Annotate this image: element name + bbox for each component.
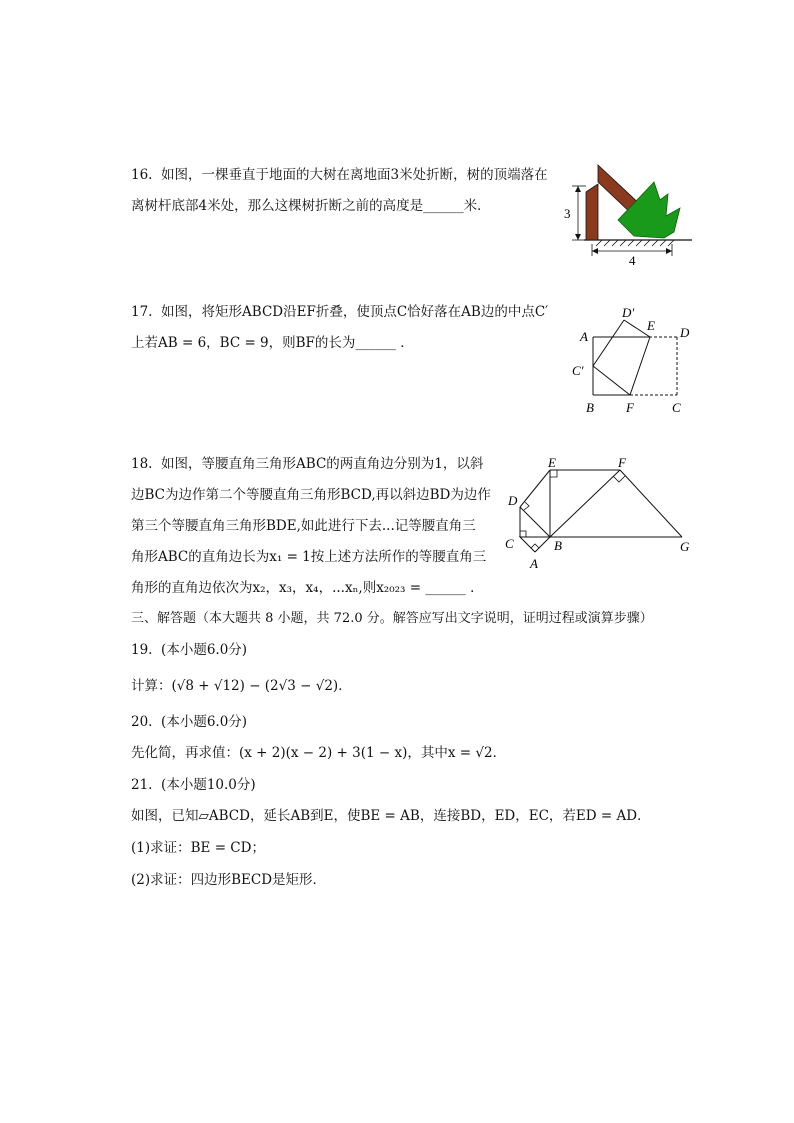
q20-head: 20. (本小题6.0分) (131, 714, 248, 730)
q21-body: 如图，已知▱ABCD，延长AB到E，使BE = AB，连接BD，ED，EC，若ED = AD． (131, 808, 651, 824)
q16-width-label: 4 (629, 253, 636, 268)
q21-part-1: (1)求证：BE = CD； (131, 840, 265, 856)
q16-line-1: 16. 如图，一棵垂直于地面的大树在离地面3米处折断，树的顶端落在 (131, 167, 548, 183)
q18-line-5: 角形的直角边依次为x₂，x₃，x₄，...xₙ,则x₂₀₂₃ = ______ ． (131, 580, 484, 596)
q17-line-1: 17. 如图，将矩形ABCD沿EF折叠，使顶点C恰好落在AB边的中点C′ (131, 304, 549, 320)
q16-line-2: 离树杆底部4米处，那么这棵树折断之前的高度是______米． (131, 198, 491, 214)
q18-label-G: G (680, 539, 690, 554)
q17-label-Dprime: D′ (622, 305, 635, 320)
q17-label-D: D (680, 325, 690, 340)
q16-tree-figure (556, 160, 696, 268)
q17-fold-figure (566, 300, 702, 420)
q18-line-4: 角形ABC的直角边长为x₁ = 1按上述方法所作的等腰直角三 (131, 549, 487, 565)
q19-head: 19. (本小题6.0分) (131, 642, 248, 658)
q17-label-A: A (580, 329, 588, 344)
q21-part-2: (2)求证：四边形BECD是矩形． (131, 872, 327, 888)
q17-label-B: B (586, 400, 594, 415)
q20-body: 先化简，再求值：(x + 2)(x − 2) + 3(1 − x)，其中x = √2． (131, 745, 507, 761)
q17-line-2: 上若AB = 6，BC = 9，则BF的长为______ ． (131, 335, 414, 351)
q17-label-Cprime: C′ (572, 363, 584, 378)
q18-label-B: B (554, 538, 562, 553)
q18-label-C: C (505, 536, 514, 551)
q16-height-label: 3 (564, 206, 571, 221)
section-3-heading: 三、解答题（本大题共 8 小题，共 72.0 分。解答应写出文字说明，证明过程或演算步骤） (131, 611, 653, 626)
q18-line-1: 18. 如图，等腰直角三角形ABC的两直角边分别为1，以斜 (131, 456, 484, 472)
q18-line-2: 边BC为边作第二个等腰直角三角形BCD,再以斜边BD为边作 (131, 487, 491, 503)
q18-label-F: F (618, 455, 626, 470)
q17-label-F: F (626, 400, 634, 415)
q18-label-D: D (508, 493, 518, 508)
q19-body: 计算：(√8 + √12) − (2√3 − √2)． (131, 678, 352, 694)
q17-label-C: C (672, 400, 681, 415)
q21-head: 21. (本小题10.0分) (131, 777, 256, 793)
q17-label-E: E (647, 318, 655, 333)
q18-label-E: E (548, 455, 556, 470)
q18-line-3: 第三个等腰直角三角形BDE,如此进行下去...记等腰直角三 (131, 518, 476, 534)
q18-label-A: A (530, 556, 538, 571)
q18-triangle-figure (500, 452, 698, 574)
